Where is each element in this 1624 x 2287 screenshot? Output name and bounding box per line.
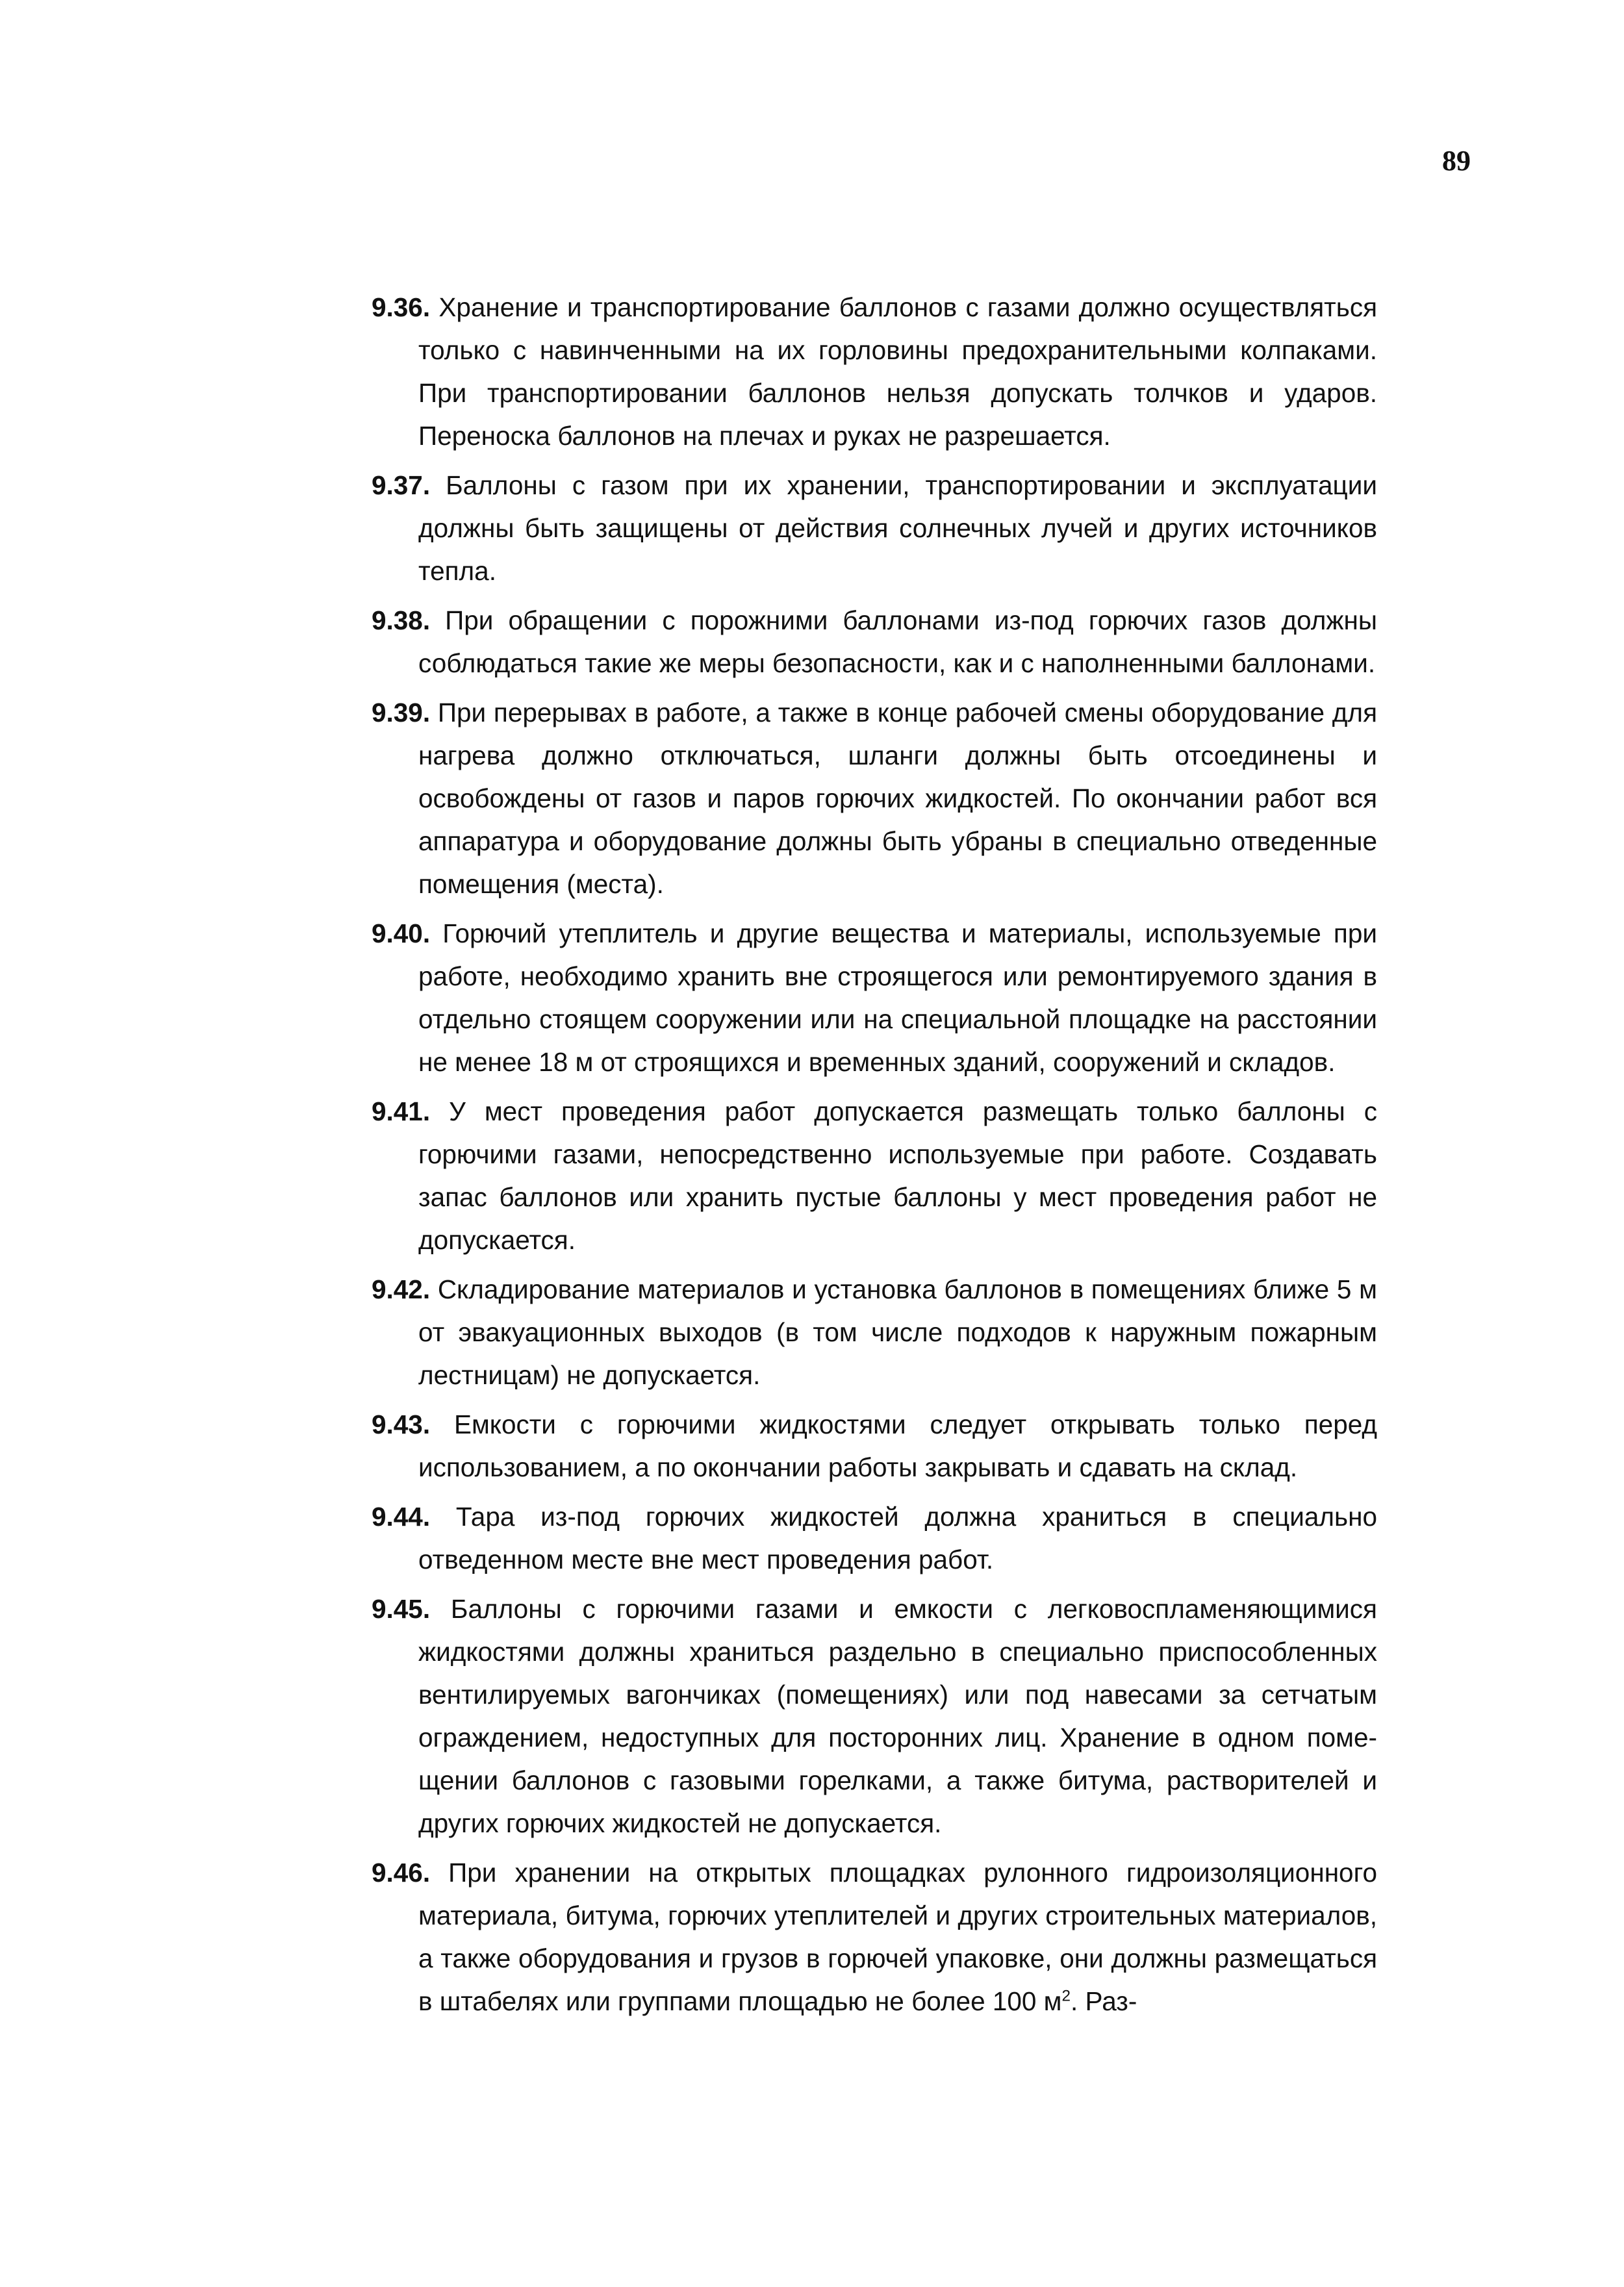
clause-text: Баллоны с газом при их хранении, транспортировании и эксплуатации должны быть защищены от действия солнечных лучей и других источников тепла. xyxy=(418,470,1377,586)
clause-text: При перерывах в работе, а также в конце рабочей смены оборудование для нагрева должно отключаться, шланги должны быть отсоединены и освобождены от газов и паров горючих жидкостей. По окончании работ вся аппаратура и оборудование должны быть убраны в специально отведенные помещения (места). xyxy=(418,698,1377,899)
clause-number: 9.39. xyxy=(372,698,431,727)
clause-text: Баллоны с горючими газами и емкости с легковоспламеняющимися жидкостями должны храниться раздельно в специально приспособленных вентилируемых вагончиках (помещениях) или под навесами за сетчатым ограждением, недоступных для посторонних лиц. Хранение в одном поме-щении баллонов с газовыми горелками, а также битума, растворителей и других горючих жидкостей не допускается. xyxy=(418,1594,1377,1838)
clause-number: 9.36. xyxy=(372,292,431,322)
superscript-exponent: 2 xyxy=(1061,1987,1071,2005)
clause-9-46 xyxy=(372,1851,1377,2023)
document-body xyxy=(372,286,1377,2029)
clause-9-45 xyxy=(372,1587,1377,1845)
clause-text: При хранении на открытых площадках рулонного гидроизоляционного материала, битума, горючих утеплителей и других строительных материалов, а также оборудования и грузов в горючей упаковке, они должны размещаться в штабелях или группами площадью не более 100 м xyxy=(418,1858,1377,2016)
clause-9-36 xyxy=(372,286,1377,457)
clause-9-42 xyxy=(372,1268,1377,1396)
clause-number: 9.44. xyxy=(372,1502,431,1532)
clause-text: Тара из-под горючих жидкостей должна храниться в специально отведенном месте вне мест проведения работ. xyxy=(418,1502,1377,1574)
clause-text-tail: . Раз- xyxy=(1071,1986,1137,2016)
clause-number: 9.42. xyxy=(372,1274,431,1304)
clause-9-41 xyxy=(372,1090,1377,1261)
clause-number: 9.41. xyxy=(372,1096,431,1126)
clause-text: Горючий утеплитель и другие вещества и материалы, используемые при работе, необходимо хранить вне строящегося или ремонтируемого здания в отдельно стоящем сооружении или на специальной площадке на расстоянии не менее 18 м от строящихся и временных зданий, сооружений и складов. xyxy=(418,918,1377,1077)
clause-9-38 xyxy=(372,599,1377,685)
clause-9-44 xyxy=(372,1495,1377,1581)
clause-9-40 xyxy=(372,912,1377,1083)
clause-9-37 xyxy=(372,464,1377,592)
clause-number: 9.45. xyxy=(372,1594,431,1624)
clause-text: Складирование материалов и установка баллонов в помещениях ближе 5 м от эвакуационных выходов (в том числе подходов к наружным пожарным лестницам) не допускается. xyxy=(418,1274,1377,1390)
clause-number: 9.46. xyxy=(372,1858,431,1888)
clause-number: 9.37. xyxy=(372,470,431,500)
page-number: 89 xyxy=(1442,145,1471,177)
clause-9-39 xyxy=(372,691,1377,905)
clause-number: 9.43. xyxy=(372,1409,431,1439)
clause-number: 9.38. xyxy=(372,605,431,635)
clause-number: 9.40. xyxy=(372,918,431,948)
clause-text: При обращении с порожними баллонами из-под горючих газов должны соблюдаться такие же меры безопасности, как и с наполненными баллонами. xyxy=(418,605,1377,678)
clause-9-43 xyxy=(372,1403,1377,1489)
clause-text: Емкости с горючими жидкостями следует открывать только перед использованием, а по окончании работы закрывать и сдавать на склад. xyxy=(418,1409,1378,1482)
clause-text: У мест проведения работ допускается размещать только баллоны с горючими газами, непосредственно используемые при работе. Создавать запас баллонов или хранить пустые баллоны у мест проведения работ не допускается. xyxy=(418,1096,1377,1255)
clause-text: Хранение и транспортирование баллонов с газами должно осуществляться только с навинченными на их горловины предохранительными колпаками. При транспортировании баллонов нельзя допускать толчков и ударов. Переноска баллонов на плечах и руках не разрешается. xyxy=(418,292,1377,451)
